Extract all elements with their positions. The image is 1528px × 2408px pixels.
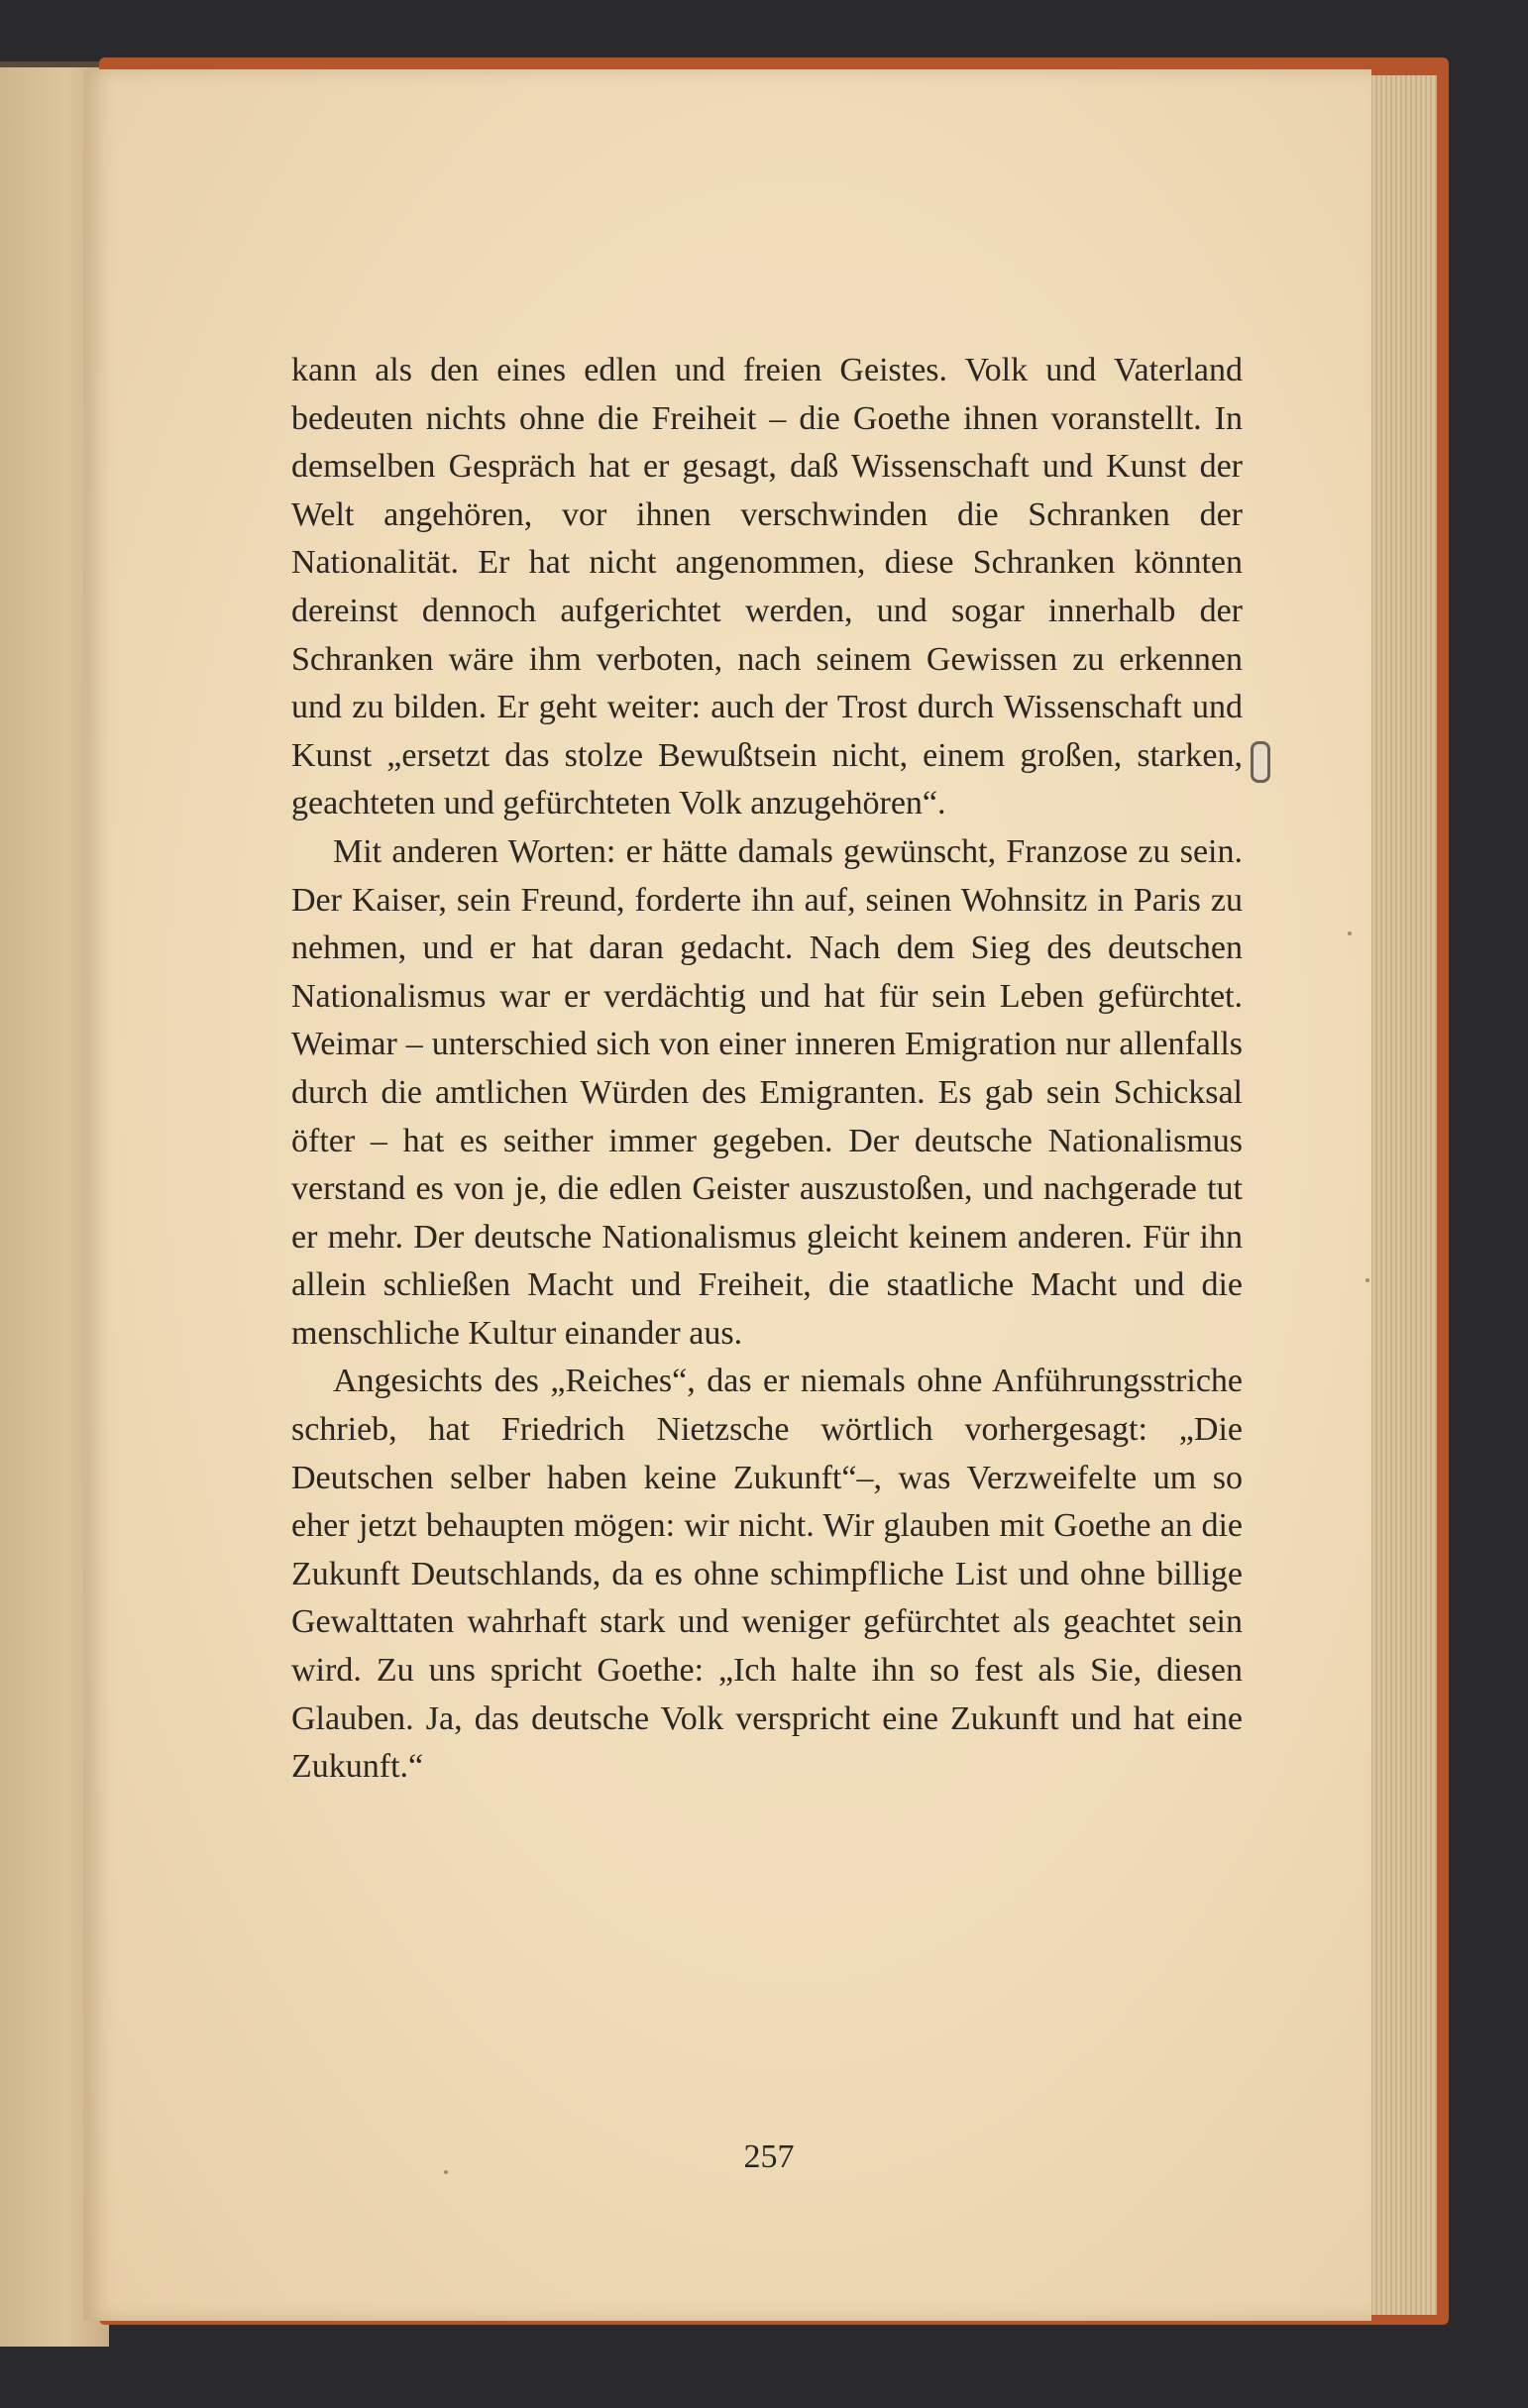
book-page [83,69,1371,2321]
page-body-text [291,347,1243,1792]
paragraph-1: kann als den eines edlen und freien Geistes. Volk und Vaterland bedeuten nichts ohne die Freiheit – die Goethe ihnen voranstellt. In demselben Gespräch hat er gesagt, daß Wissenschaft und Kunst der Welt angehören, vor ihnen verschwinden die Schranken der Nationalität. Er hat nicht angenommen, diese Schranken könnten dereinst dennoch aufgerichtet werden, und sogar innerhalb der Schranken wäre ihm verboten, nach seinem Gewissen zu erkennen und zu bilden. Er geht weiter: auch der Trost durch Wissenschaft und Kunst „ersetzt das stolze Bewußtsein nicht, einem großen, starken, geachteten und gefürchteten Volk anzugehören“. [291,352,1243,822]
page-marker-clip [1251,741,1270,783]
paper-speck [1348,931,1352,935]
page-number: 257 [743,2138,795,2175]
paper-speck [444,2170,448,2174]
paper-speck [1365,1278,1369,1282]
paragraph-2: Mit anderen Worten: er hätte damals gewünscht, Franzose zu sein. Der Kaiser, sein Freund, forderte ihn auf, seinen Wohnsitz in Paris zu nehmen, und er hat daran gedacht. Nach dem Sieg des deutschen Nationalismus war er verdächtig und hat für sein Leben gefürchtet. Weimar – unterschied sich von einer inneren Emigration nur allenfalls durch die amtlichen Würden des Emigranten. Es gab sein Schicksal öfter – hat es seither immer gegeben. Der deutsche Nationalismus verstand es von je, die edlen Geister auszustoßen, und nachgerade tut er mehr. Der deutsche Nationalismus gleicht keinem anderen. Für ihn allein schließen Macht und Freiheit, die staatliche Macht und die menschliche Kultur einander aus. [291,832,1243,1352]
paragraph-3: Angesichts des „Reiches“, das er niemals ohne Anführungsstriche schrieb, hat Friedrich Nietzsche wörtlich vorhergesagt: „Die Deutschen selber haben keine Zukunft“–, was Verzweifelte um so eher jetzt behaupten mögen: wir nicht. Wir glauben mit Goethe an die Zukunft Deutschlands, da es ohne schimpfliche List und ohne billige Gewalttaten wahrhaft stark und weniger gefürchtet als geachtet sein wird. Zu uns spricht Goethe: „Ich halte ihn so fest als Sie, diesen Glauben. Ja, das deutsche Volk verspricht eine Zukunft und hat eine Zukunft.“ [291,1363,1243,1786]
